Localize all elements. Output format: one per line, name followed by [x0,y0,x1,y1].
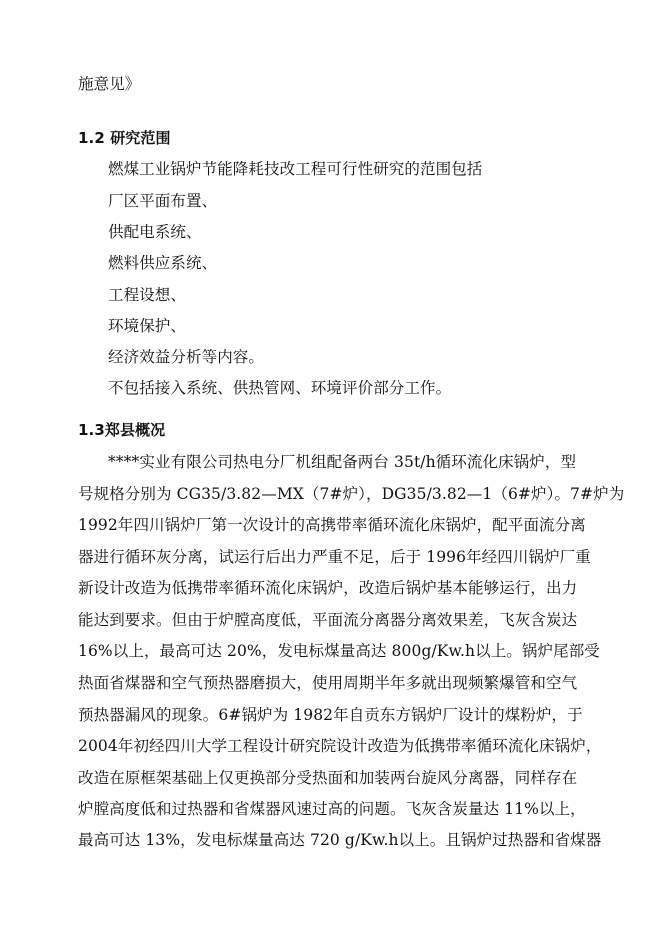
scope-item: 燃煤工业锅炉节能降耗技改工程可行性研究的范围包括 [108,160,483,178]
paragraph-line: 最高可达 13%，发电标煤量高达 720 g/Kw.h以上。且锅炉过热器和省煤器 [78,831,602,849]
section-heading-1-2: 1.2 研究范围 [78,129,171,147]
paragraph-line: 改造在原框架基础上仅更换部分受热面和加装两台旋风分离器，同样存在 [78,769,578,787]
scope-item: 燃料供应系统、 [108,254,218,272]
paragraph-line: 新设计改造为低携带率循环流化床锅炉，改造后锅炉基本能够运行，出力 [78,579,578,597]
paragraph-line: 器进行循环灰分离，试运行后出力严重不足，后于 1996年经四川锅炉厂重 [78,548,591,566]
scope-item: 经济效益分析等内容。 [108,348,265,366]
paragraph-line: 预热器漏风的现象。6#锅炉为 1982年自贡东方锅炉厂设计的煤粉炉，于 [78,706,583,724]
paragraph-line: 号规格分别为 CG35/3.82—MX（7#炉），DG35/3.82—1（6#炉）。7#炉为 [78,485,625,503]
section-heading-1-3: 1.3郑县概况 [78,421,166,439]
scope-item: 工程设想、 [108,286,187,304]
paragraph-line: 能达到要求。但由于炉膛高度低，平面流分离器分离效果差，飞灰含炭达 [78,611,578,629]
paragraph-line: 炉膛高度低和过热器和省煤器风速过高的问题。飞灰含炭量达 11%以上， [78,800,586,818]
intro-tail-text: 施意见》 [78,75,141,93]
scope-item: 供配电系统、 [108,223,202,241]
paragraph-line: ****实业有限公司热电分厂机组配备两台 35t/h循环流化床锅炉，型 [108,453,577,471]
scope-item: 不包括接入系统、供热管网、环境评价部分工作。 [108,379,452,397]
scope-item: 环境保护、 [108,317,187,335]
paragraph-line: 16%以上，最高可达 20%，发电标煤量高达 800g/Kw.h以上。锅炉尾部受 [78,642,600,660]
paragraph-line: 2004年初经四川大学工程设计研究院设计改造为低携带率循环流化床锅炉， [78,737,602,755]
paragraph-line: 1992年四川锅炉厂第一次设计的高携带率循环流化床锅炉，配平面流分离 [78,516,586,534]
paragraph-line: 热面省煤器和空气预热器磨损大，使用周期半年多就出现频繁爆管和空气 [78,674,578,692]
scope-item: 厂区平面布置、 [108,192,218,210]
